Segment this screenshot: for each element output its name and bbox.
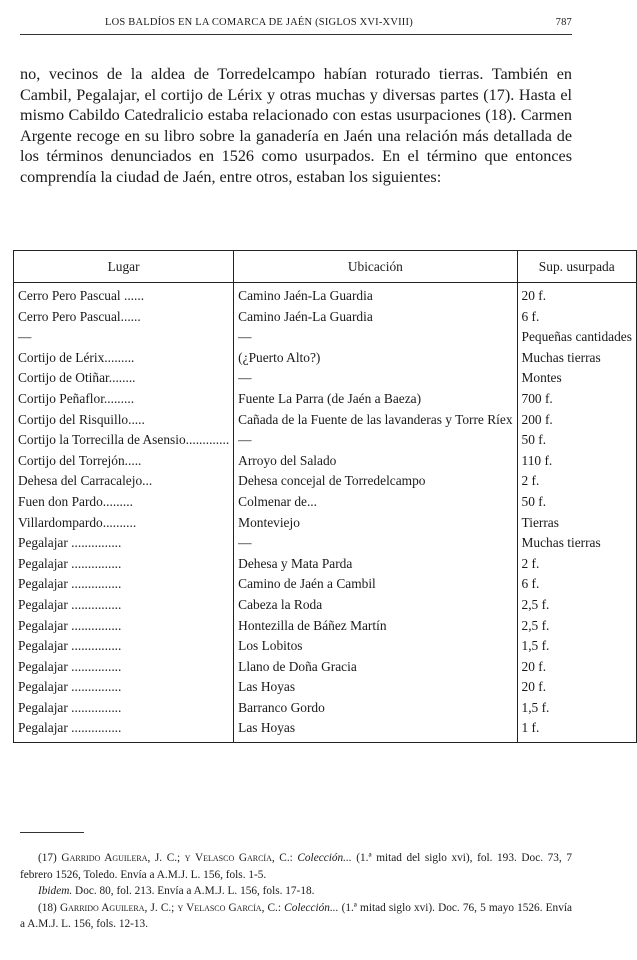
table-row bbox=[14, 450, 637, 471]
cell-ubicacion: — bbox=[234, 430, 517, 451]
cell-superficie: 2 f. bbox=[517, 471, 636, 492]
table-row bbox=[14, 368, 637, 389]
footnote-authors: Garrido Aguilera, J. C.; y Velasco García, C.: bbox=[61, 852, 293, 864]
cell-lugar: Cortijo de Lérix......... bbox=[14, 347, 234, 368]
footnote-details: (1.ª mitad del siglo xvi), fol. 193. Doc. 73, 7 febrero 1526, Toledo. Envía a A.M.J. L. 156, fols. 1-5. bbox=[20, 852, 572, 881]
cell-ubicacion: Dehesa y Mata Parda bbox=[234, 553, 517, 574]
table-row bbox=[14, 492, 637, 513]
cell-lugar: Fuen don Pardo......... bbox=[14, 492, 234, 513]
footnote-work-title: Colección... bbox=[284, 901, 339, 914]
cell-lugar: Pegalajar ............... bbox=[14, 677, 234, 698]
cell-superficie: 700 f. bbox=[517, 389, 636, 410]
footnote-18 bbox=[20, 900, 572, 933]
cell-ubicacion: Dehesa concejal de Torredelcampo bbox=[234, 471, 517, 492]
table-row bbox=[14, 389, 637, 410]
cell-superficie: 6 f. bbox=[517, 574, 636, 595]
cell-lugar: Cortijo la Torrecilla de Asensio............. bbox=[14, 430, 234, 451]
footnote-17-ibidem bbox=[20, 883, 572, 900]
cell-ubicacion: Llano de Doña Gracia bbox=[234, 656, 517, 677]
footnote-divider bbox=[20, 832, 84, 833]
cell-superficie: 50 f. bbox=[517, 492, 636, 513]
cell-superficie: 20 f. bbox=[517, 677, 636, 698]
table-row bbox=[14, 471, 637, 492]
table-row bbox=[14, 512, 637, 533]
footnote-marker: (18) bbox=[38, 901, 57, 914]
footnote-17 bbox=[20, 850, 572, 883]
table-row bbox=[14, 533, 637, 554]
cell-superficie: 2,5 f. bbox=[517, 595, 636, 616]
table-row bbox=[14, 327, 637, 348]
cell-lugar: Pegalajar ............... bbox=[14, 553, 234, 574]
cell-superficie: Tierras bbox=[517, 512, 636, 533]
cell-superficie: 200 f. bbox=[517, 409, 636, 430]
page-number: 787 bbox=[555, 17, 572, 28]
cell-superficie: 50 f. bbox=[517, 430, 636, 451]
cell-superficie: Montes bbox=[517, 368, 636, 389]
table-row bbox=[14, 656, 637, 677]
cell-ubicacion: Los Lobitos bbox=[234, 636, 517, 657]
cell-lugar: Cortijo Peñaflor......... bbox=[14, 389, 234, 410]
table-header-row bbox=[14, 251, 637, 283]
cell-ubicacion: Camino Jaén-La Guardia bbox=[234, 283, 517, 307]
footnote-authors: Garrido Aguilera, J. C.; y Velasco García, C.: bbox=[59, 901, 282, 914]
table-row bbox=[14, 347, 637, 368]
cell-superficie: 1,5 f. bbox=[517, 636, 636, 657]
cell-lugar: Pegalajar ............... bbox=[14, 574, 234, 595]
table-row bbox=[14, 615, 637, 636]
cell-lugar: Cortijo del Risquillo..... bbox=[14, 409, 234, 430]
cell-lugar: Cerro Pero Pascual ...... bbox=[14, 283, 234, 307]
table-row bbox=[14, 718, 637, 743]
cell-lugar: Pegalajar ............... bbox=[14, 533, 234, 554]
table-row bbox=[14, 430, 637, 451]
footnote-marker: (17) bbox=[38, 852, 57, 864]
cell-lugar: Dehesa del Carracalejo... bbox=[14, 471, 234, 492]
cell-superficie: Muchas tierras bbox=[517, 347, 636, 368]
cell-superficie: 2,5 f. bbox=[517, 615, 636, 636]
footnote-details: (1.ª mitad siglo xvi). Doc. 76, 5 mayo 1526. Envía a A.M.J. L. 156, fols. 12-13. bbox=[20, 901, 572, 930]
cell-superficie: 20 f. bbox=[517, 283, 636, 307]
running-title: LOS BALDÍOS EN LA COMARCA DE JAÉN (SIGLOS XVI-XVIII) bbox=[105, 17, 413, 28]
cell-superficie: 1,5 f. bbox=[517, 698, 636, 719]
cell-ubicacion: — bbox=[234, 533, 517, 554]
cell-ubicacion: Monteviejo bbox=[234, 512, 517, 533]
table-row bbox=[14, 553, 637, 574]
table-row bbox=[14, 677, 637, 698]
cell-lugar: Villardompardo.......... bbox=[14, 512, 234, 533]
table-row bbox=[14, 595, 637, 616]
footnote-work-title: Colección... bbox=[297, 852, 352, 864]
cell-ubicacion: Las Hoyas bbox=[234, 718, 517, 743]
cell-ubicacion: Cañada de la Fuente de las lavanderas y Torre Ríex bbox=[234, 409, 517, 430]
column-header-lugar: Lugar bbox=[14, 251, 234, 283]
cell-ubicacion: Colmenar de... bbox=[234, 492, 517, 513]
cell-ubicacion: Camino de Jaén a Cambil bbox=[234, 574, 517, 595]
footnote-ibidem: Ibidem. bbox=[38, 885, 73, 897]
cell-ubicacion: — bbox=[234, 368, 517, 389]
cell-ubicacion: Arroyo del Salado bbox=[234, 450, 517, 471]
cell-ubicacion: Barranco Gordo bbox=[234, 698, 517, 719]
table-row bbox=[14, 409, 637, 430]
table-row bbox=[14, 636, 637, 657]
cell-ubicacion: Fuente La Parra (de Jaén a Baeza) bbox=[234, 389, 517, 410]
cell-superficie: 110 f. bbox=[517, 450, 636, 471]
running-header bbox=[20, 14, 572, 35]
column-header-superficie: Sup. usurpada bbox=[517, 251, 636, 283]
cell-lugar: Cortijo de Otiñar........ bbox=[14, 368, 234, 389]
cell-superficie: Pequeñas cantidades bbox=[517, 327, 636, 348]
footnote-details: Doc. 80, fol. 213. Envía a A.M.J. L. 156, fols. 17-18. bbox=[75, 885, 315, 897]
cell-lugar: — bbox=[14, 327, 234, 348]
cell-lugar: Pegalajar ............... bbox=[14, 718, 234, 743]
cell-ubicacion: Hontezilla de Báñez Martín bbox=[234, 615, 517, 636]
cell-lugar: Pegalajar ............... bbox=[14, 656, 234, 677]
table-row bbox=[14, 698, 637, 719]
usurpations-table bbox=[13, 250, 637, 743]
cell-lugar: Pegalajar ............... bbox=[14, 615, 234, 636]
cell-ubicacion: (¿Puerto Alto?) bbox=[234, 347, 517, 368]
column-header-ubicacion: Ubicación bbox=[234, 251, 517, 283]
cell-lugar: Pegalajar ............... bbox=[14, 636, 234, 657]
cell-ubicacion: Cabeza la Roda bbox=[234, 595, 517, 616]
cell-lugar: Cortijo del Torrejón..... bbox=[14, 450, 234, 471]
table-row bbox=[14, 283, 637, 307]
cell-superficie: 6 f. bbox=[517, 306, 636, 327]
cell-superficie: 1 f. bbox=[517, 718, 636, 743]
cell-lugar: Pegalajar ............... bbox=[14, 698, 234, 719]
table-row bbox=[14, 306, 637, 327]
cell-ubicacion: — bbox=[234, 327, 517, 348]
body-paragraph: no, vecinos de la aldea de Torredelcampo habían roturado tierras. También en Cambil, Pegalajar, el cortijo de Lérix y otras muchas y diversas partes (17). Hasta el mismo Cabildo Catedralicio estaba relacionado con estas usurpaciones (18). Carmen Argente recoge en su libro sobre la ganadería en Jaén una relación más detallada de los términos denunciados en 1526 como usurpados. En el término que entonces comprendía la ciudad de Jaén, entre otros, estaban los siguientes: bbox=[20, 65, 572, 186]
table-row bbox=[14, 574, 637, 595]
footnotes bbox=[20, 850, 572, 933]
cell-ubicacion: Las Hoyas bbox=[234, 677, 517, 698]
cell-superficie: Muchas tierras bbox=[517, 533, 636, 554]
cell-lugar: Pegalajar ............... bbox=[14, 595, 234, 616]
cell-superficie: 2 f. bbox=[517, 553, 636, 574]
cell-superficie: 20 f. bbox=[517, 656, 636, 677]
cell-ubicacion: Camino Jaén-La Guardia bbox=[234, 306, 517, 327]
cell-lugar: Cerro Pero Pascual...... bbox=[14, 306, 234, 327]
